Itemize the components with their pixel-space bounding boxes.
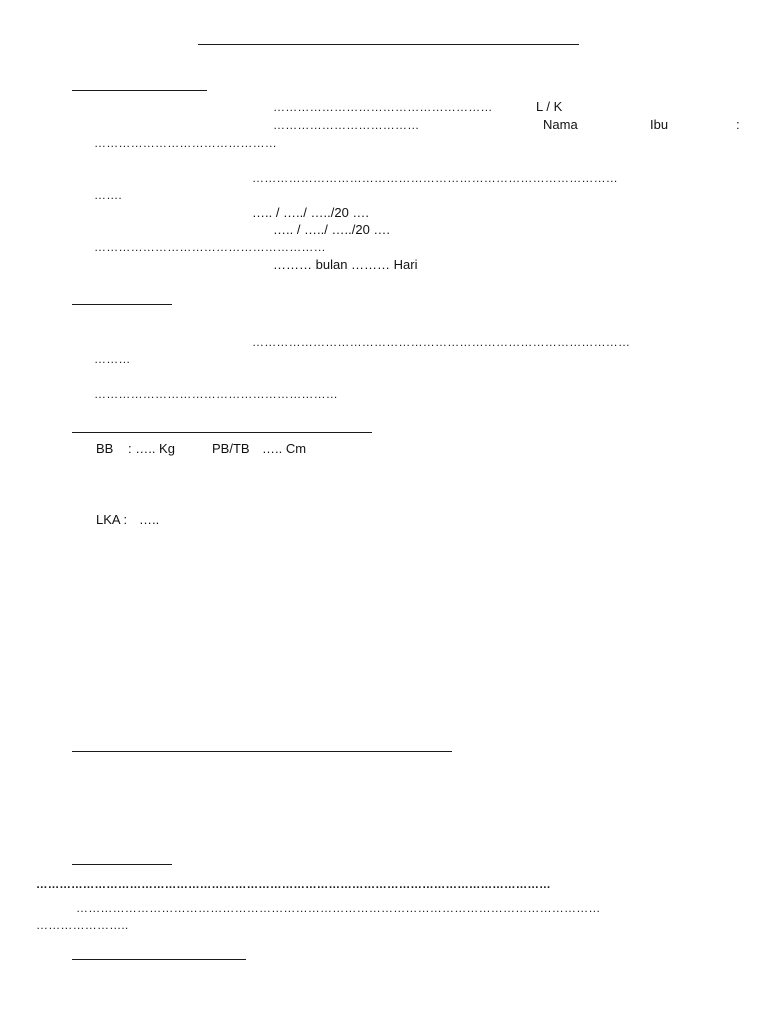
- sex-options: L / K: [536, 99, 563, 114]
- section-3-heading-underline: [72, 432, 372, 433]
- section-6-heading-underline: [72, 959, 246, 960]
- section-2-blank-1[interactable]: …………………………………………………………………………………: [252, 335, 631, 349]
- section-2-heading-underline: [72, 304, 172, 305]
- lka-value[interactable]: …..: [139, 512, 160, 527]
- section-5-dotted-line[interactable]: …………………………………………………………………………………………………………………: [76, 901, 601, 915]
- pbtb-value[interactable]: ….. Cm: [262, 441, 307, 456]
- birth-blank[interactable]: ………………………………: [273, 118, 420, 132]
- section-5-heading-underline: [72, 864, 172, 865]
- extra-blank[interactable]: …………………………………………………: [94, 240, 326, 254]
- address-blank-continuation[interactable]: …….: [94, 188, 122, 202]
- date-field-1[interactable]: ….. / …../ …../20 ….: [252, 205, 370, 220]
- bb-value[interactable]: : ….. Kg: [128, 441, 175, 456]
- section-4-heading-underline: [72, 751, 452, 752]
- address-blank[interactable]: ………………………………………………………………………………: [252, 171, 618, 185]
- bb-label: BB: [96, 441, 114, 456]
- section-2-blank-2[interactable]: ……………………………………………………: [94, 387, 338, 401]
- section-1-heading-underline: [72, 90, 207, 91]
- mother-name-label: Nama: [543, 117, 578, 132]
- mother-name-blank[interactable]: ………………………………………: [94, 136, 277, 150]
- date-field-2[interactable]: ….. / …../ …../20 ….: [273, 222, 391, 237]
- age-field[interactable]: ……… bulan ……… Hari: [273, 257, 418, 272]
- section-5-dotted-line-continuation[interactable]: …………………..: [36, 918, 129, 932]
- mother-name-colon: :: [736, 117, 740, 132]
- section-5-dotted-line-bold[interactable]: ……………………………………………………………………………………………………………………: [36, 879, 551, 891]
- title-underline: [198, 44, 579, 45]
- pbtb-label: PB/TB: [212, 441, 250, 456]
- section-2-blank-1-continuation[interactable]: ………: [94, 352, 131, 366]
- mother-name-label-2: Ibu: [650, 117, 669, 132]
- name-blank[interactable]: ………………………………………………: [273, 100, 493, 114]
- lka-label: LKA :: [96, 512, 128, 527]
